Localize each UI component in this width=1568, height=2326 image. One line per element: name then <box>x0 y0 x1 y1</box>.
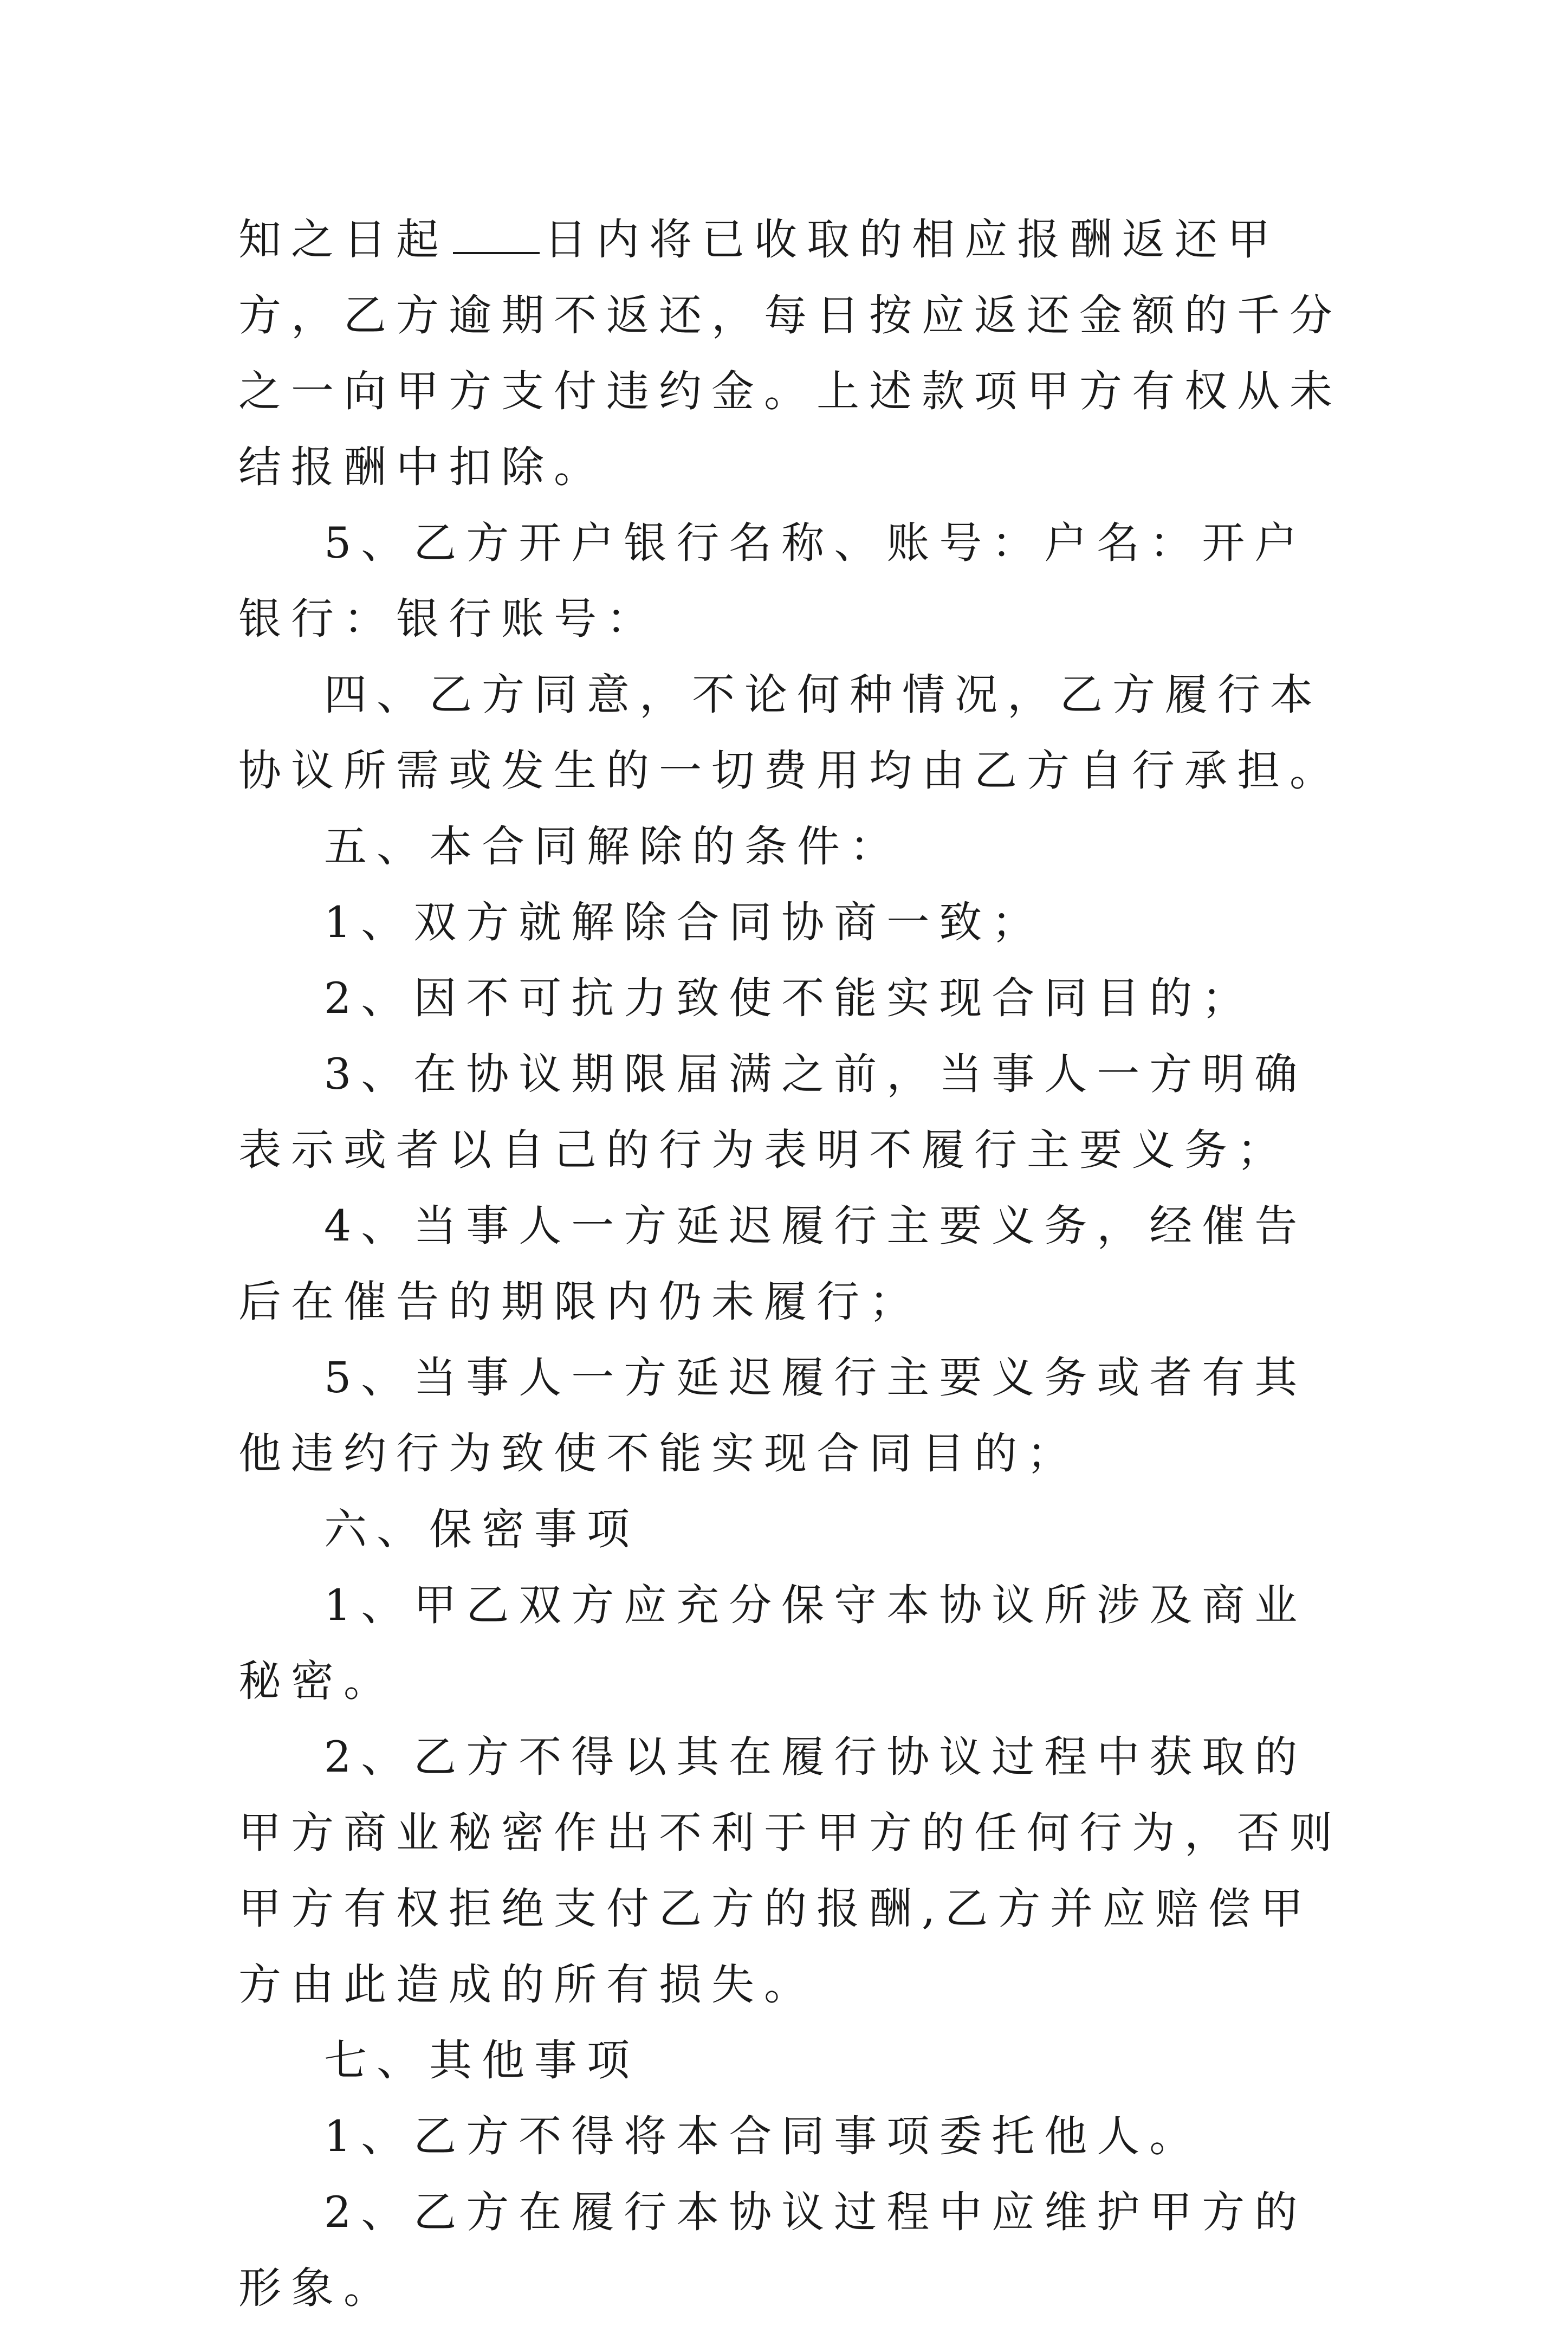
heading-section-5: 五、本合同解除的条件： <box>324 822 902 871</box>
paragraph-refund-clause <box>238 202 1344 505</box>
paragraph-termination-2: 2、因不可抗力致使不能实现合同目的； <box>324 973 1255 1023</box>
paragraph-termination-3: 3、在协议期限届满之前，当事人一方明确表示或者以自己的行为表明不履行主要义务； <box>238 1049 1307 1175</box>
heading-section-7: 七、其他事项 <box>324 2036 639 2085</box>
paragraph-other-1: 1、乙方不得将本合同事项委托他人。 <box>324 2111 1202 2161</box>
paragraph-confidentiality-1: 1、甲乙双方应充分保守本协议所涉及商业秘密。 <box>238 1580 1307 1706</box>
paragraph-confidentiality-2: 2、乙方不得以其在履行协议过程中获取的甲方商业秘密作出不利于甲方的任何行为，否则甲方有权拒绝支付乙方的报酬,乙方并应赔偿甲方由此造成的所有损失。 <box>238 1732 1342 2010</box>
heading-section-6: 六、保密事项 <box>324 1504 639 1554</box>
paragraph-section-4: 四、乙方同意，不论何种情况，乙方履行本协议所需或发生的一切费用均由乙方自行承担。 <box>238 670 1342 796</box>
paragraph-other-2: 2、乙方在履行本协议过程中应维护甲方的形象。 <box>238 2187 1307 2313</box>
paragraph-termination-4: 4、当事人一方延迟履行主要义务，经催告后在催告的期限内仍未履行； <box>238 1201 1307 1327</box>
document-body <box>238 202 1344 2326</box>
paragraph-text-after-blank: 日内将已收取的相应报酬返还甲方，乙方逾期不返还，每日按应返还金额的千分之一向甲方支付违约金。上述款项甲方有权从未结报酬中扣除。 <box>238 215 1342 492</box>
paragraph-termination-5: 5、当事人一方延迟履行主要义务或者有其他违约行为致使不能实现合同目的； <box>238 1353 1307 1478</box>
paragraph-termination-1: 1、双方就解除合同协商一致； <box>324 897 1045 947</box>
fill-in-blank <box>453 219 540 254</box>
paragraph-text-before-blank: 知之日起 <box>238 215 449 264</box>
paragraph-bank-account: 5、乙方开户银行名称、账号：户名：开户银行：银行账号： <box>238 518 1307 644</box>
